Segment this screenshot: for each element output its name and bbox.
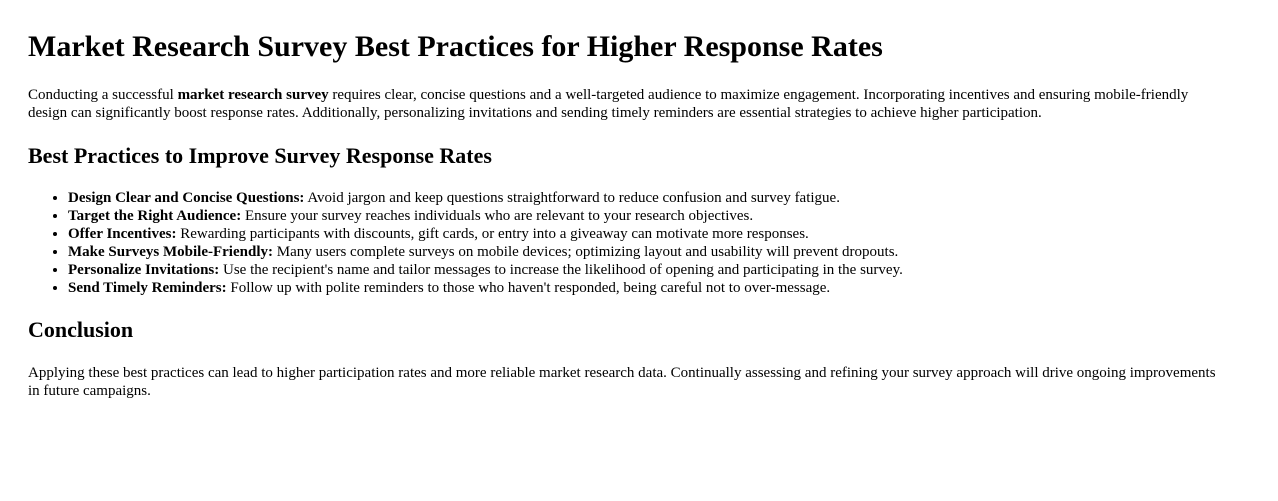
list-item-term: Send Timely Reminders: (68, 280, 227, 296)
list-item-text: Many users complete surveys on mobile devices; optimizing layout and usability will prevent dropouts. (272, 244, 899, 260)
best-practices-list (28, 189, 1228, 297)
list-item-term: Personalize Invitations: (68, 262, 220, 278)
list-item-term: Target the Right Audience: (68, 208, 242, 224)
list-item-term: Offer Incentives: (68, 226, 177, 242)
list-item-term: Design Clear and Concise Questions: (68, 190, 305, 206)
page-title: Market Research Survey Best Practices for Higher Response Rates (28, 30, 883, 63)
intro-text-before: Conducting a successful (28, 87, 178, 103)
list-item (68, 243, 1228, 261)
intro-bold-term: market research survey (177, 87, 329, 103)
intro-paragraph (28, 86, 1223, 122)
best-practices-heading: Best Practices to Improve Survey Response Rates (28, 143, 492, 168)
list-item-text: Follow up with polite reminders to those who haven't responded, being careful not to over-message. (226, 280, 831, 296)
list-item-text: Use the recipient's name and tailor messages to increase the likelihood of opening and participating in the survey. (219, 262, 903, 278)
list-item (68, 207, 1228, 225)
conclusion-heading: Conclusion (28, 317, 134, 342)
list-item-text: Avoid jargon and keep questions straightforward to reduce confusion and survey fatigue. (304, 190, 840, 206)
conclusion-paragraph: Applying these best practices can lead to higher participation rates and more reliable market research data. Continually assessing and refining your survey approach will drive ongoing improvements in future campaigns. (28, 365, 1216, 399)
list-item (68, 225, 1228, 243)
list-item (68, 279, 1228, 297)
list-item-text: Ensure your survey reaches individuals who are relevant to your research objectives. (241, 208, 754, 224)
intro-text-after: requires clear, concise questions and a well-targeted audience to maximize engagement. Incorporating incentives and ensuring mobile-friendly design can significantly boost response rates. Additionally, personalizing invitations and sending timely reminders are essential strategies to achieve higher participation. (28, 87, 1189, 121)
list-item (68, 261, 1228, 279)
list-item-text: Rewarding participants with discounts, gift cards, or entry into a giveaway can motivate more responses. (176, 226, 809, 242)
list-item (68, 189, 1228, 207)
list-item-term: Make Surveys Mobile-Friendly: (68, 244, 273, 260)
